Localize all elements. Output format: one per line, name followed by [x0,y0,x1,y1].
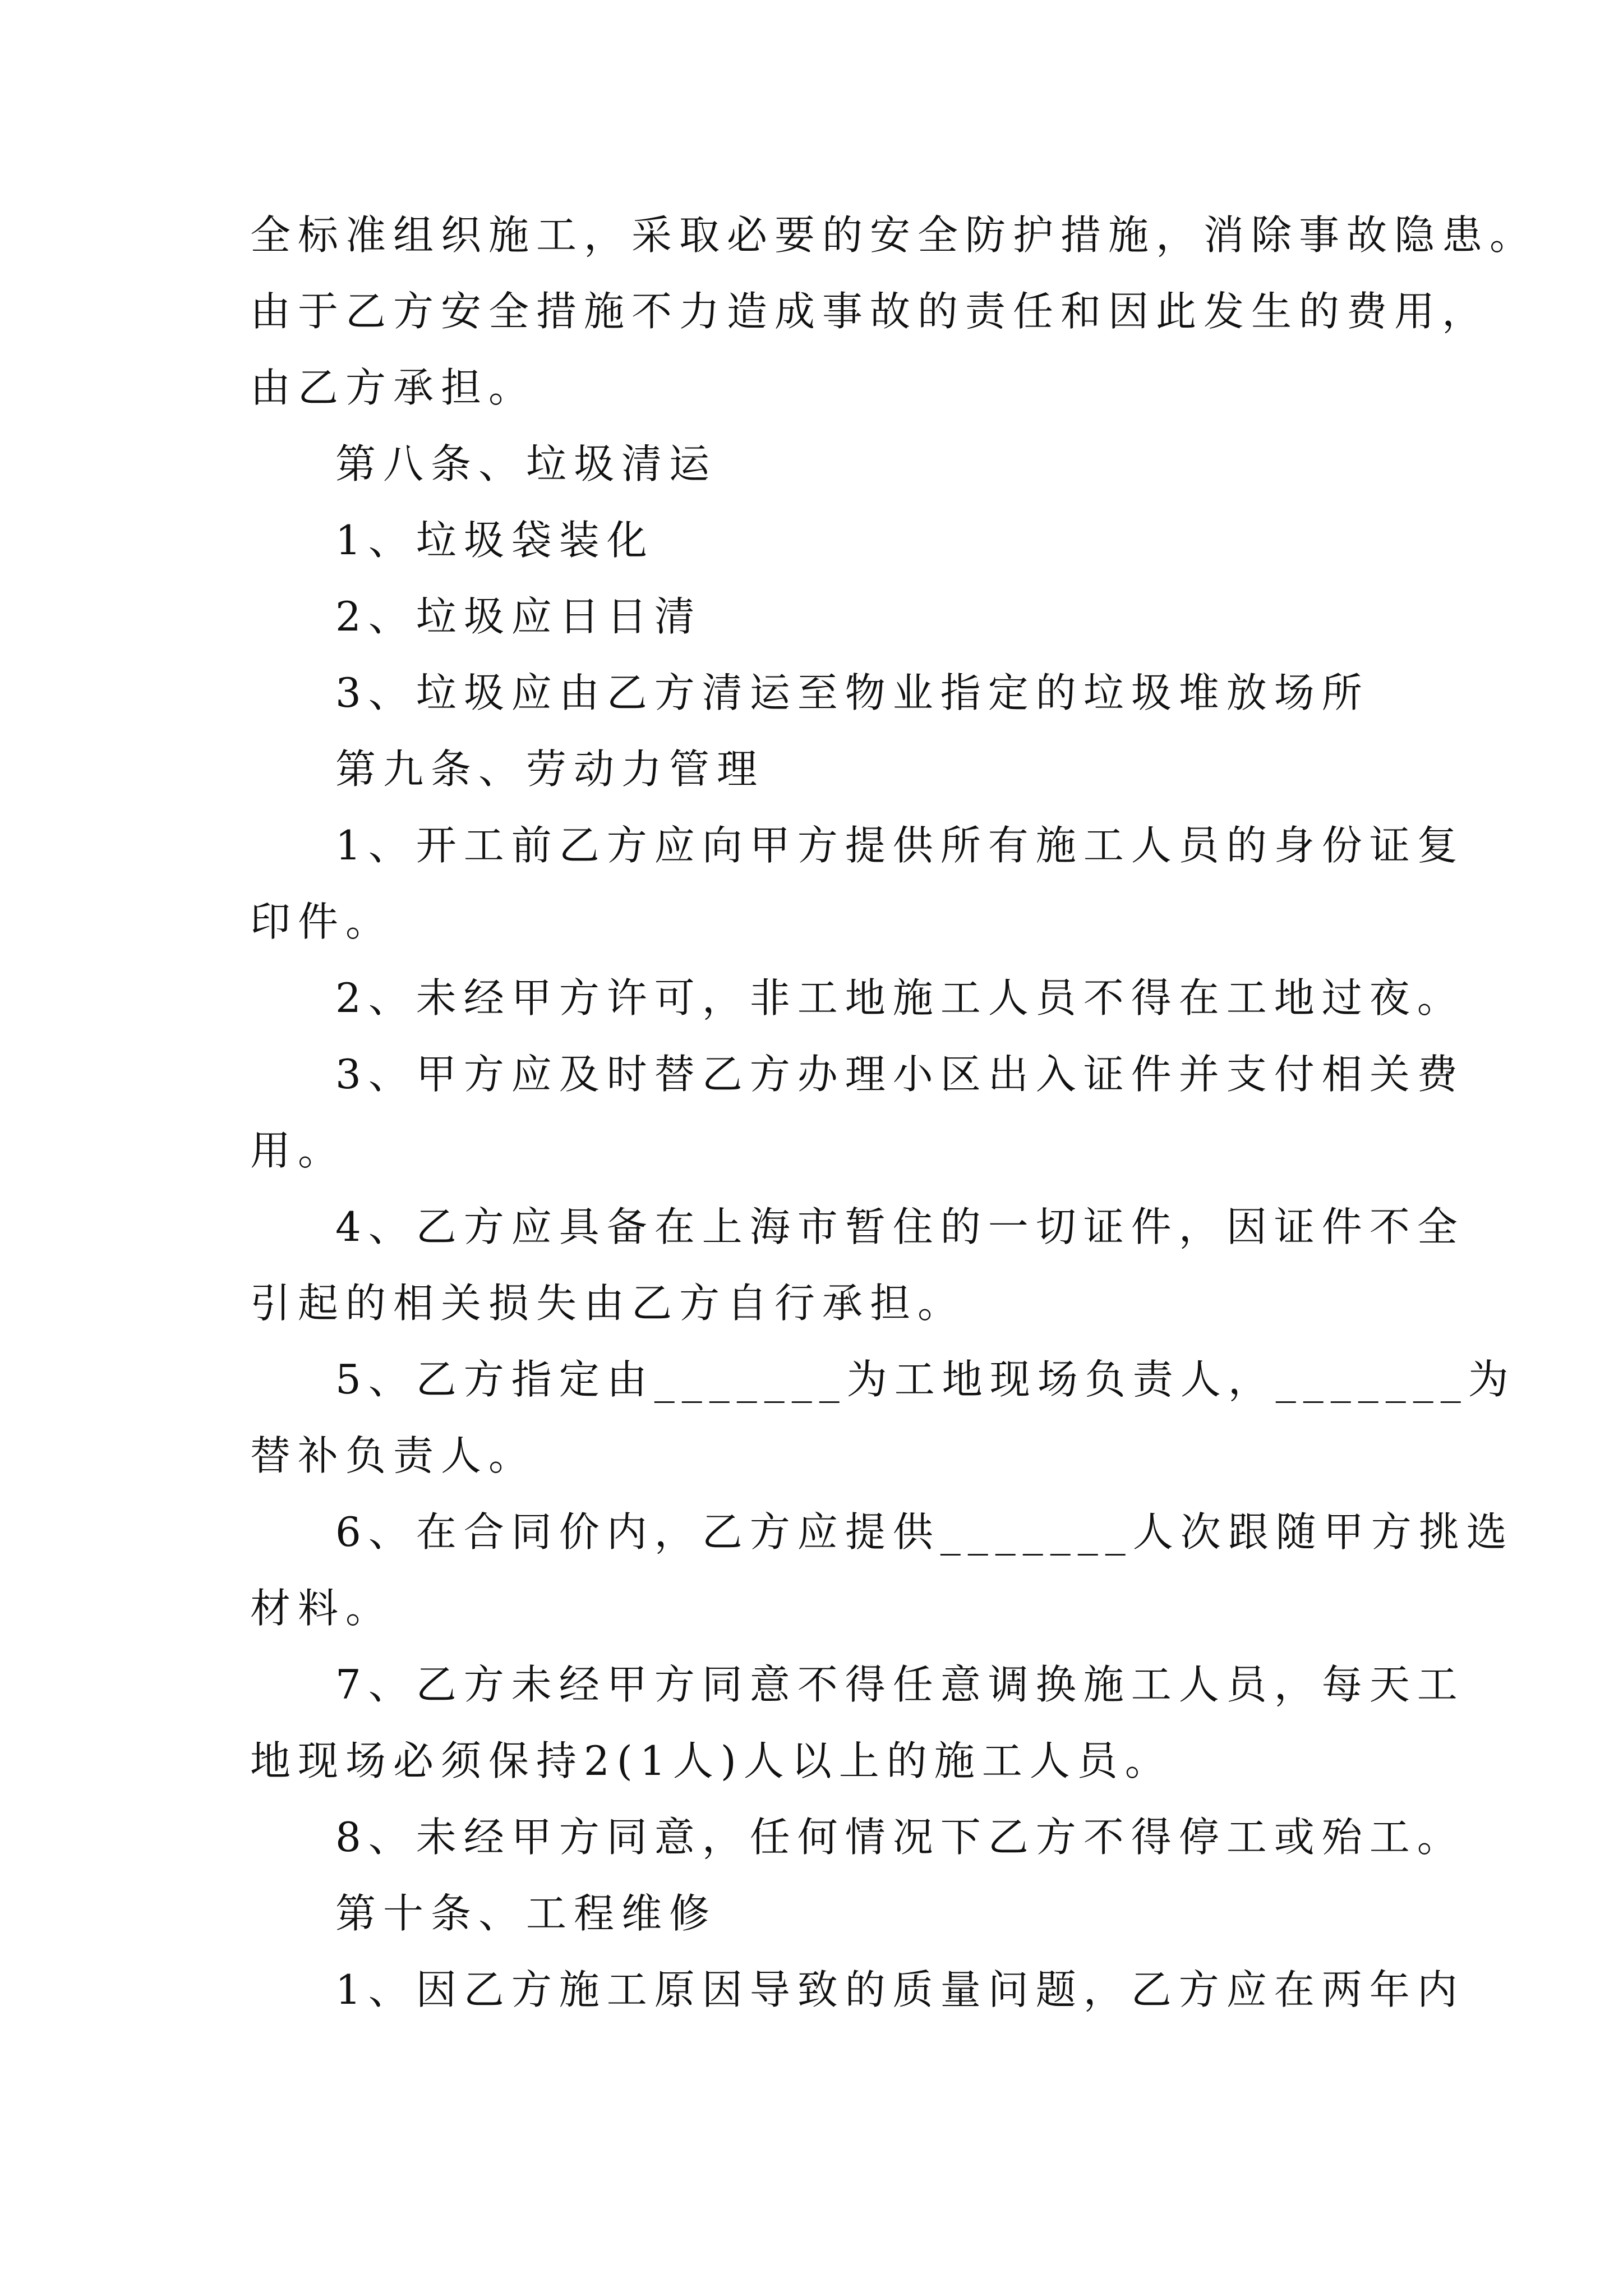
text-line-9: 1、开工前乙方应向甲方提供所有施工人员的身份证复 [335,822,1465,869]
text-line-1: 全标准组织施工，采取必要的安全防护措施，消除事故隐患。 [250,211,1538,259]
text-line-7: 3、垃圾应由乙方清运至物业指定的垃圾堆放场所 [335,669,1370,716]
text-line-17: 替补负责人。 [250,1432,537,1479]
section-heading-8: 第八条、垃圾清运 [335,440,717,487]
text-line-24: 1、因乙方施工原因导致的质量问题，乙方应在两年内 [335,1966,1465,2013]
text-line-18: 6、在合同价内，乙方应提供_______人次跟随甲方挑选 [335,1508,1514,1556]
text-line-15: 引起的相关损失由乙方自行承担。 [250,1280,966,1327]
text-line-16: 5、乙方指定由_______为工地现场负责人，_______为 [335,1356,1516,1403]
text-line-14: 4、乙方应具备在上海市暂住的一切证件，因证件不全 [335,1203,1465,1250]
text-line-2: 由于乙方安全措施不力造成事故的责任和因此发生的费用， [250,288,1490,335]
text-line-20: 7、乙方未经甲方同意不得任意调换施工人员，每天工 [335,1661,1465,1708]
text-line-19: 材料。 [250,1585,394,1632]
text-line-22: 8、未经甲方同意，任何情况下乙方不得停工或殆工。 [335,1814,1465,1861]
section-heading-10: 第十条、工程维修 [335,1890,717,1937]
section-heading-9: 第九条、劳动力管理 [335,746,765,793]
text-line-3: 由乙方承担。 [250,364,537,411]
text-line-21: 地现场必须保持2(1人)人以上的施工人员。 [250,1737,1173,1784]
text-line-6: 2、垃圾应日日清 [335,593,702,640]
text-line-11: 2、未经甲方许可，非工地施工人员不得在工地过夜。 [335,974,1465,1022]
text-line-10: 印件。 [250,898,394,945]
text-line-13: 用。 [250,1127,346,1174]
text-line-12: 3、甲方应及时替乙方办理小区出入证件并支付相关费 [335,1051,1465,1098]
text-line-5: 1、垃圾袋装化 [335,517,654,564]
